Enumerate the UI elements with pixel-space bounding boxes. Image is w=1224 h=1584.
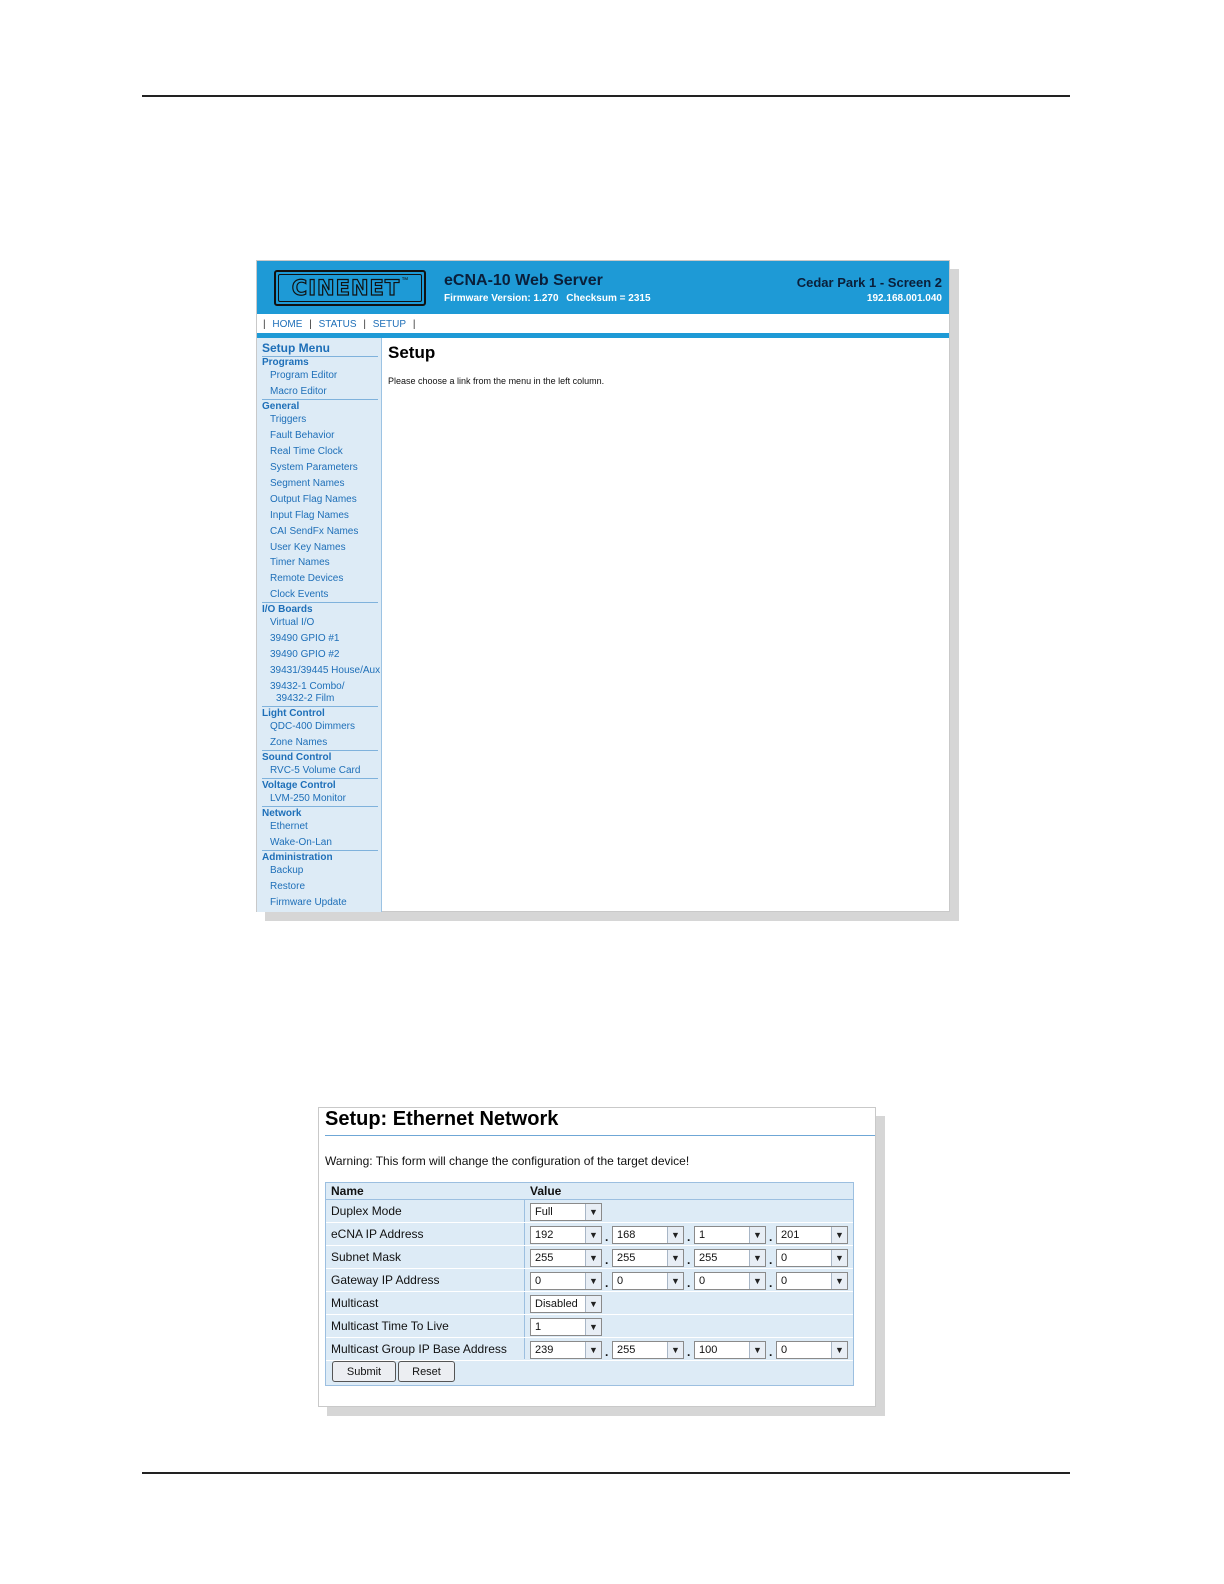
sidebar-section-programs: Programs xyxy=(262,357,309,368)
chevron-down-icon[interactable]: ▼ xyxy=(585,1204,601,1220)
sidebar-section-general: General xyxy=(262,399,378,412)
chevron-down-icon[interactable]: ▼ xyxy=(749,1227,765,1243)
ethernet-setup-screenshot xyxy=(318,1107,876,1407)
warning-text: Warning: This form will change the configuration of the target device! xyxy=(325,1154,690,1168)
sidebar-item-restore[interactable]: Restore xyxy=(270,881,306,892)
sidebar-item-ethernet[interactable]: Ethernet xyxy=(270,821,308,832)
gateway-octet-3-select[interactable]: 0 ▼ xyxy=(694,1272,766,1290)
nav-status-link[interactable]: STATUS xyxy=(318,319,357,330)
chevron-down-icon[interactable]: ▼ xyxy=(585,1250,601,1266)
sidebar-item-input-flag-names[interactable]: Input Flag Names xyxy=(270,510,349,521)
chevron-down-icon[interactable]: ▼ xyxy=(585,1319,601,1335)
sidebar-item-triggers[interactable]: Triggers xyxy=(270,414,307,425)
page-top-rule xyxy=(142,95,1070,97)
table-row-multicast-group-ip: Multicast Group IP Base Address 239 ▼ . 255 ▼ . 100 ▼ . 0 ▼ xyxy=(326,1338,853,1361)
chevron-down-icon[interactable]: ▼ xyxy=(667,1250,683,1266)
app-title: eCNA-10 Web Server xyxy=(444,272,603,289)
firmware-info xyxy=(444,293,656,304)
sidebar-section-administration: Administration xyxy=(262,850,378,863)
sidebar-title: Setup Menu xyxy=(262,341,378,357)
ecna-ip-octet-4-select[interactable]: 201 ▼ xyxy=(776,1226,848,1244)
sidebar-item-film[interactable]: 39432-2 Film xyxy=(276,693,335,704)
page-bottom-rule xyxy=(142,1472,1070,1474)
checksum: Checksum = 2315 xyxy=(566,293,651,304)
site-name: Cedar Park 1 - Screen 2 xyxy=(796,275,942,290)
chevron-down-icon[interactable]: ▼ xyxy=(831,1342,847,1358)
row-label: eCNA IP Address xyxy=(331,1227,424,1241)
page-title: Setup xyxy=(388,343,436,362)
sidebar-section-voltage-control: Voltage Control xyxy=(262,778,378,791)
table-row-subnet-mask: Subnet Mask 255 ▼ . 255 ▼ . 255 ▼ . 0 ▼ xyxy=(326,1246,853,1269)
app-header xyxy=(257,261,949,314)
chevron-down-icon[interactable]: ▼ xyxy=(667,1227,683,1243)
row-label: Multicast xyxy=(331,1296,379,1310)
submit-button[interactable]: Submit xyxy=(332,1361,396,1382)
sidebar-item-gpio-1[interactable]: 39490 GPIO #1 xyxy=(270,633,340,644)
sidebar-item-combo[interactable]: 39432-1 Combo/ xyxy=(270,681,345,692)
row-label: Gateway IP Address xyxy=(331,1273,440,1287)
chevron-down-icon[interactable]: ▼ xyxy=(585,1273,601,1289)
ecna-ip-octet-2-select[interactable]: 168 ▼ xyxy=(612,1226,684,1244)
table-row-gateway-ip-address: Gateway IP Address 0 ▼ . 0 ▼ . 0 ▼ . 0 ▼ xyxy=(326,1269,853,1292)
row-label: Multicast Time To Live xyxy=(331,1319,449,1333)
sidebar-item-system-parameters[interactable]: System Parameters xyxy=(270,462,358,473)
sidebar-item-remote-devices[interactable]: Remote Devices xyxy=(270,573,344,584)
row-label: Subnet Mask xyxy=(331,1250,402,1264)
sidebar-item-segment-names[interactable]: Segment Names xyxy=(270,478,345,489)
chevron-down-icon[interactable]: ▼ xyxy=(585,1296,601,1312)
sidebar-item-output-flag-names[interactable]: Output Flag Names xyxy=(270,494,357,505)
multicast-group-octet-3-select[interactable]: 100 ▼ xyxy=(694,1341,766,1359)
sidebar-section-network: Network xyxy=(262,806,378,819)
row-label: Duplex Mode xyxy=(331,1204,402,1218)
table-row-multicast xyxy=(326,1292,853,1315)
cinenet-logo[interactable] xyxy=(274,270,426,306)
subnet-octet-3-select[interactable]: 255 ▼ xyxy=(694,1249,766,1267)
sidebar-item-firmware-update[interactable]: Firmware Update xyxy=(270,897,347,908)
sidebar-item-timer-names[interactable]: Timer Names xyxy=(270,557,330,568)
sidebar-item-zone-names[interactable]: Zone Names xyxy=(270,737,328,748)
multicast-ttl-select[interactable]: 1 ▼ xyxy=(530,1318,602,1336)
gateway-octet-4-select[interactable]: 0 ▼ xyxy=(776,1272,848,1290)
sidebar-item-volume-card[interactable]: RVC-5 Volume Card xyxy=(270,765,361,776)
ethernet-settings-table xyxy=(325,1182,854,1386)
sidebar-section-light-control: Light Control xyxy=(262,706,378,719)
subnet-octet-1-select[interactable]: 255 ▼ xyxy=(530,1249,602,1267)
table-header xyxy=(326,1183,853,1200)
sidebar-item-lvm-monitor[interactable]: LVM-250 Monitor xyxy=(270,793,346,804)
setup-page-screenshot xyxy=(256,260,950,912)
multicast-group-octet-1-select[interactable]: 239 ▼ xyxy=(530,1341,602,1359)
sidebar-section-io-boards: I/O Boards xyxy=(262,602,378,615)
page-instructions: Please choose a link from the menu in the left column. xyxy=(388,376,605,386)
column-header-name: Name xyxy=(331,1184,364,1198)
subnet-octet-4-select[interactable]: 0 ▼ xyxy=(776,1249,848,1267)
sidebar-item-wake-on-lan[interactable]: Wake-On-Lan xyxy=(270,837,332,848)
nav-setup-link[interactable]: SETUP xyxy=(372,319,407,330)
chevron-down-icon[interactable]: ▼ xyxy=(585,1227,601,1243)
sidebar-item-cai-sendfx-names[interactable]: CAI SendFx Names xyxy=(270,526,359,537)
duplex-mode-select[interactable]: Full ▼ xyxy=(530,1203,602,1221)
chevron-down-icon[interactable]: ▼ xyxy=(749,1273,765,1289)
sidebar-section-sound-control: Sound Control xyxy=(262,750,378,763)
logo-text: CINENET xyxy=(291,276,401,300)
sidebar-item-qdc-dimmers[interactable]: QDC-400 Dimmers xyxy=(270,721,356,732)
top-nav: | HOME | STATUS | SETUP | xyxy=(263,319,416,330)
chevron-down-icon[interactable]: ▼ xyxy=(749,1250,765,1266)
sidebar-item-gpio-2[interactable]: 39490 GPIO #2 xyxy=(270,649,340,660)
chevron-down-icon[interactable]: ▼ xyxy=(667,1273,683,1289)
multicast-group-octet-4-select[interactable]: 0 ▼ xyxy=(776,1341,848,1359)
nav-home-link[interactable]: HOME xyxy=(272,319,303,330)
sidebar-item-virtual-io[interactable]: Virtual I/O xyxy=(270,617,315,628)
gateway-octet-1-select[interactable]: 0 ▼ xyxy=(530,1272,602,1290)
site-ip: 192.168.001.040 xyxy=(866,293,942,304)
title-rule xyxy=(325,1135,875,1136)
logo-trademark: ™ xyxy=(401,276,409,284)
sidebar-item-house-aux[interactable]: 39431/39445 House/Aux xyxy=(270,665,381,676)
ecna-ip-octet-1-select[interactable]: 192 ▼ xyxy=(530,1226,602,1244)
sidebar-item-backup[interactable]: Backup xyxy=(270,865,304,876)
gateway-octet-2-select[interactable]: 0 ▼ xyxy=(612,1272,684,1290)
reset-button[interactable]: Reset xyxy=(398,1361,455,1382)
chevron-down-icon[interactable]: ▼ xyxy=(667,1342,683,1358)
chevron-down-icon[interactable]: ▼ xyxy=(831,1273,847,1289)
column-header-value: Value xyxy=(530,1184,562,1198)
row-label: Multicast Group IP Base Address xyxy=(331,1342,507,1356)
subnet-octet-2-select[interactable]: 255 ▼ xyxy=(612,1249,684,1267)
chevron-down-icon[interactable]: ▼ xyxy=(831,1227,847,1243)
firmware-version: Firmware Version: 1.270 xyxy=(444,293,559,304)
table-row-multicast-ttl xyxy=(326,1315,853,1338)
sidebar-item-clock-events[interactable]: Clock Events xyxy=(270,589,329,600)
sidebar-item-macro-editor[interactable]: Macro Editor xyxy=(270,386,327,397)
table-row-duplex-mode xyxy=(326,1200,853,1223)
sidebar-item-user-key-names[interactable]: User Key Names xyxy=(270,542,346,553)
chevron-down-icon[interactable]: ▼ xyxy=(585,1342,601,1358)
chevron-down-icon[interactable]: ▼ xyxy=(831,1250,847,1266)
form-title: Setup: Ethernet Network xyxy=(325,1108,559,1130)
table-row-ecna-ip-address: eCNA IP Address 192 ▼ . 168 ▼ . 1 ▼ . 201 ▼ xyxy=(326,1223,853,1246)
ecna-ip-octet-3-select[interactable]: 1 ▼ xyxy=(694,1226,766,1244)
sidebar-item-fault-behavior[interactable]: Fault Behavior xyxy=(270,430,335,441)
multicast-group-octet-2-select[interactable]: 255 ▼ xyxy=(612,1341,684,1359)
chevron-down-icon[interactable]: ▼ xyxy=(749,1342,765,1358)
multicast-select[interactable]: Disabled ▼ xyxy=(530,1295,602,1313)
sidebar-item-program-editor[interactable]: Program Editor xyxy=(270,370,338,381)
setup-sidebar xyxy=(257,338,382,912)
sidebar-item-real-time-clock[interactable]: Real Time Clock xyxy=(270,446,343,457)
